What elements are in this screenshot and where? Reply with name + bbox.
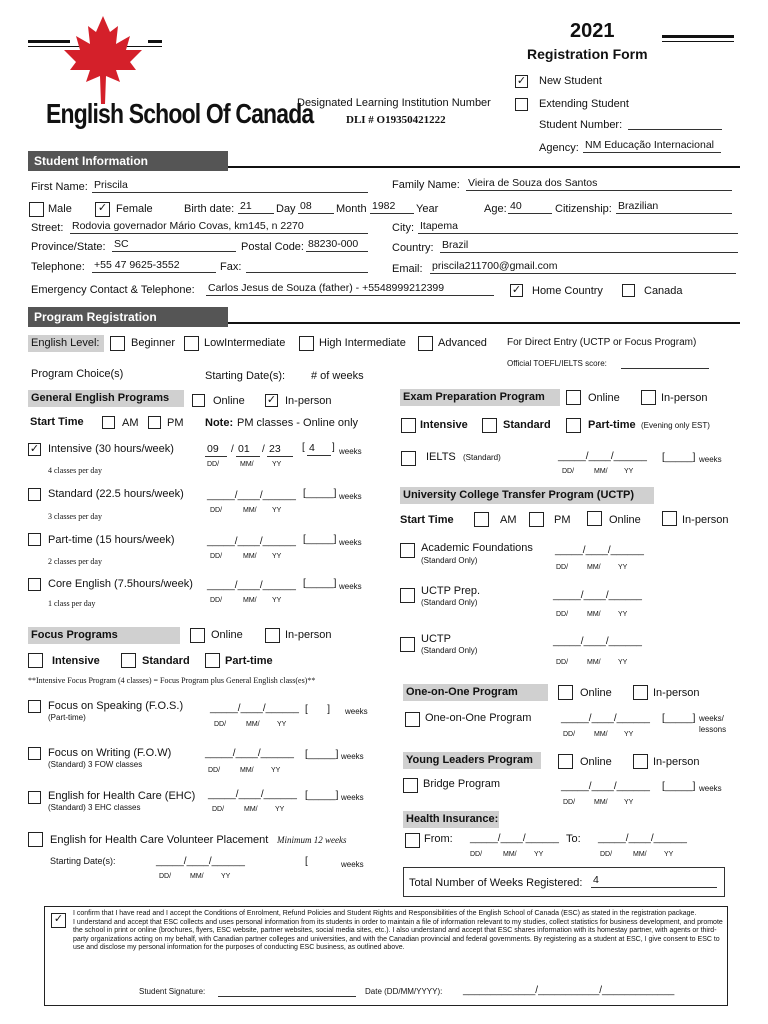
- dd-label: DD/: [470, 851, 483, 858]
- uctp-prep-label: UCTP Prep.: [421, 585, 481, 597]
- parttime-15-checkbox[interactable]: [28, 533, 41, 546]
- bridge-label: Bridge Program: [423, 778, 501, 790]
- age-field[interactable]: 40: [508, 200, 552, 214]
- advanced-checkbox[interactable]: [418, 336, 433, 351]
- dd-label: DD/: [556, 611, 569, 618]
- date-slash: /: [262, 444, 265, 455]
- one-online-checkbox[interactable]: [558, 685, 573, 700]
- ge-in-person-checkbox[interactable]: ✓: [266, 394, 277, 406]
- uctp-prep-checkbox[interactable]: [400, 588, 415, 603]
- ge-am-checkbox[interactable]: [102, 416, 115, 429]
- note-label: Note:: [205, 417, 234, 429]
- one-on-one-heading: One-on-One Program: [403, 684, 548, 701]
- fos-date-field[interactable]: _____/____/______: [210, 703, 299, 714]
- volunteer-weeks-field[interactable]: [: [305, 856, 308, 867]
- mm-label: MM/: [240, 767, 254, 774]
- uctp-prep-date-field[interactable]: _____/____/______: [553, 590, 642, 601]
- english-level-label: English Level:: [28, 335, 104, 352]
- fos-checkbox[interactable]: [28, 700, 41, 713]
- uctp-am-label: AM: [500, 514, 517, 526]
- ehc-date-field[interactable]: _____/____/______: [208, 789, 297, 800]
- bridge-date-field[interactable]: _____/____/______: [561, 781, 650, 792]
- uctp-start-time-label: Start Time: [400, 514, 454, 526]
- one-on-one-weeks-field[interactable]: [_____]: [662, 713, 696, 724]
- postal-field[interactable]: 88230-000: [306, 238, 368, 252]
- yy-label: YY: [272, 597, 282, 604]
- parttime-date-field[interactable]: _____/____/______: [207, 536, 296, 547]
- ehc-weeks-field[interactable]: [_____]: [305, 790, 339, 801]
- age-label: Age:: [484, 203, 507, 215]
- focus-note: **Intensive Focus Program (4 classes) = Focus Program plus General English class(es)**: [28, 676, 316, 685]
- one-on-one-date-field[interactable]: _____/____/______: [561, 713, 650, 724]
- weeks-label: weeks: [341, 793, 364, 802]
- weeks-label: weeks: [339, 492, 362, 501]
- uctp-pm-checkbox[interactable]: [529, 512, 544, 527]
- student-number-field[interactable]: [628, 128, 722, 130]
- yy-label: YY: [272, 553, 282, 560]
- fos-label: Focus on Speaking (F.O.S.): [48, 700, 184, 712]
- email-field[interactable]: priscila211700@gmail.com: [430, 260, 736, 274]
- mm-label: MM/: [190, 873, 204, 880]
- focus-in-person-label: In-person: [285, 629, 332, 641]
- student-info-heading: Student Information: [28, 151, 228, 171]
- yy-label: YY: [618, 659, 628, 666]
- program-registration-heading: Program Registration: [28, 307, 228, 327]
- weeks-label: weeks: [341, 752, 364, 761]
- fow-label: Focus on Writing (F.O.W): [48, 747, 172, 759]
- mm-label: MM/: [243, 597, 257, 604]
- street-label: Street:: [31, 222, 64, 234]
- beginner-checkbox[interactable]: [110, 336, 125, 351]
- new-student-label: New Student: [539, 75, 602, 87]
- uctp-sub: (Standard Only): [421, 646, 478, 655]
- consent-paragraph-1: I confirm that I have read and I accept the Conditions of Enrolment, Refund Policies and Student Rights and Responsibilities of the English School of Canada (ESC) as stated in the registration package.: [73, 910, 697, 917]
- uctp-am-checkbox[interactable]: [474, 512, 489, 527]
- one-in-person-checkbox[interactable]: [633, 685, 648, 700]
- agency-label: Agency:: [539, 142, 579, 154]
- exam-parttime-label: Part-time: [588, 419, 636, 431]
- ge-pm-label: PM: [167, 417, 184, 429]
- focus-in-person-checkbox[interactable]: [265, 628, 280, 643]
- fax-label: Fax:: [220, 261, 242, 273]
- mm-label: MM/: [633, 851, 647, 858]
- agency-field[interactable]: NM Educação Internacional: [583, 139, 721, 153]
- dd-label: DD/: [600, 851, 613, 858]
- ge-pm-checkbox[interactable]: [148, 416, 161, 429]
- fow-weeks-field[interactable]: [_____]: [305, 749, 339, 760]
- exam-intensive-label: Intensive: [420, 419, 468, 431]
- yy-label: YY: [272, 461, 282, 468]
- health-to-date-field[interactable]: _____/____/______: [598, 833, 687, 844]
- consent-checkbox[interactable]: ✓: [51, 913, 66, 928]
- mm-label: MM/: [594, 799, 608, 806]
- ielts-label: IELTS: [426, 451, 456, 463]
- direct-entry-note: For Direct Entry (UCTP or Focus Program): [507, 337, 697, 348]
- volunteer-label: English for Health Care Volunteer Placement: [50, 834, 269, 846]
- intensive-year-field[interactable]: 23: [267, 443, 293, 457]
- mm-label: MM/: [246, 721, 260, 728]
- dd-label: DD/: [556, 564, 569, 571]
- maple-leaf-logo: [58, 14, 148, 106]
- yy-label: YY: [664, 851, 674, 858]
- form-title: Registration Form: [527, 46, 648, 62]
- mm-label: MM/: [244, 806, 258, 813]
- volunteer-date-field[interactable]: _____/____/______: [156, 856, 245, 867]
- bracket-close: ]: [332, 442, 335, 453]
- one-in-person-label: In-person: [653, 687, 700, 699]
- focus-online-checkbox[interactable]: [190, 628, 205, 643]
- date-label: Date (DD/MM/YYYY):: [365, 987, 443, 996]
- dd-label: DD/: [210, 507, 223, 514]
- mm-label: MM/: [587, 659, 601, 666]
- mm-label: MM/: [503, 851, 517, 858]
- first-name-field[interactable]: Priscila: [92, 179, 368, 193]
- dd-label: DD/: [210, 553, 223, 560]
- general-english-heading: General English Programs: [28, 390, 184, 407]
- mm-label: MM/: [587, 564, 601, 571]
- young-leaders-heading: Young Leaders Program: [403, 752, 541, 769]
- fow-date-field[interactable]: _____/____/______: [205, 748, 294, 759]
- telephone-field[interactable]: +55 47 9625-3552: [92, 259, 216, 273]
- student-info-rule: [228, 166, 740, 168]
- ielts-checkbox[interactable]: [401, 451, 416, 466]
- health-from-date-field[interactable]: _____/____/______: [470, 833, 559, 844]
- dd-label: DD/: [563, 731, 576, 738]
- total-weeks-box: [403, 867, 725, 897]
- fos-weeks-field[interactable]: [ ]: [305, 704, 331, 715]
- weeks-label: weeks: [699, 784, 722, 793]
- weeks-lessons-label-2: lessons: [699, 725, 727, 734]
- low-intermediate-label: LowIntermediate: [204, 337, 286, 349]
- intensive-30-checkbox[interactable]: ✓: [29, 443, 40, 455]
- weeks-label: weeks: [339, 582, 362, 591]
- low-intermediate-checkbox[interactable]: [184, 336, 199, 351]
- standard-weeks-field[interactable]: [_____]: [303, 488, 337, 499]
- classes-4-label: 4 classes per day: [48, 466, 102, 475]
- class-1-label: 1 class per day: [48, 599, 96, 608]
- uctp-checkbox[interactable]: [400, 637, 415, 652]
- exam-online-label: Online: [588, 392, 620, 404]
- academic-foundations-label: Academic Foundations: [421, 542, 533, 554]
- ge-in-person-label: In-person: [285, 395, 332, 407]
- province-field[interactable]: SC: [112, 238, 236, 252]
- focus-programs-heading: Focus Programs: [28, 627, 180, 644]
- ehc-sub: (Standard) 3 EHC classes: [48, 803, 141, 812]
- school-name: English School Of Canada: [46, 98, 314, 129]
- emergency-label: Emergency Contact & Telephone:: [31, 284, 195, 296]
- dd-label: DD/: [556, 659, 569, 666]
- focus-intensive-label: Intensive: [52, 655, 100, 667]
- program-choices-label: Program Choice(s): [31, 368, 124, 380]
- mm-label: MM/: [243, 507, 257, 514]
- total-weeks-field[interactable]: 4: [591, 874, 717, 888]
- one-online-label: Online: [580, 687, 612, 699]
- yy-label: YY: [534, 851, 544, 858]
- dd-label: DD/: [214, 721, 227, 728]
- uctp-heading: University College Transfer Program (UCTP): [400, 487, 654, 504]
- date-slash: /: [231, 444, 234, 455]
- dd-label: DD/: [207, 461, 220, 468]
- extending-student-label: Extending Student: [539, 98, 629, 110]
- exam-parttime-checkbox[interactable]: [566, 418, 581, 433]
- official-score-field[interactable]: [621, 367, 709, 369]
- mm-label: MM/: [587, 611, 601, 618]
- intensive-day-field[interactable]: 09: [205, 443, 227, 457]
- high-intermediate-label: High Intermediate: [319, 337, 406, 349]
- country-label: Country:: [392, 242, 434, 254]
- canada-label: Canada: [644, 285, 683, 297]
- yy-label: YY: [271, 767, 281, 774]
- uctp-online-label: Online: [609, 514, 641, 526]
- ehc-checkbox[interactable]: [28, 791, 41, 804]
- yy-label: YY: [624, 468, 634, 475]
- extending-student-checkbox[interactable]: [515, 98, 528, 111]
- from-label: From:: [424, 833, 453, 845]
- yy-label: YY: [618, 564, 628, 571]
- health-insurance-checkbox[interactable]: [405, 833, 420, 848]
- dd-label: DD/: [562, 468, 575, 475]
- consent-text: [73, 910, 723, 953]
- weeks-lessons-label-1: weeks/: [699, 714, 724, 723]
- program-registration-rule: [228, 322, 740, 324]
- advanced-label: Advanced: [438, 337, 487, 349]
- header-rule-right: [662, 35, 734, 38]
- core-english-label: Core English (7.5hours/week): [48, 578, 193, 590]
- yy-label: YY: [221, 873, 231, 880]
- weeks-label: weeks: [339, 447, 362, 456]
- volunteer-min: Minimum 12 weeks: [277, 835, 347, 845]
- mm-label: MM/: [240, 461, 254, 468]
- uctp-pm-label: PM: [554, 514, 571, 526]
- yy-label: YY: [275, 806, 285, 813]
- uctp-label: UCTP: [421, 633, 451, 645]
- dd-label: DD/: [563, 799, 576, 806]
- exam-standard-checkbox[interactable]: [482, 418, 497, 433]
- focus-parttime-checkbox[interactable]: [205, 653, 220, 668]
- core-weeks-field[interactable]: [_____]: [303, 578, 337, 589]
- street-field[interactable]: Rodovia governador Mário Covas, km145, n 2270: [70, 220, 368, 234]
- intensive-month-field[interactable]: 01: [236, 443, 260, 457]
- focus-intensive-checkbox[interactable]: [28, 653, 43, 668]
- dd-label: DD/: [210, 597, 223, 604]
- young-online-label: Online: [580, 756, 612, 768]
- one-on-one-label: One-on-One Program: [425, 712, 532, 724]
- fow-sub: (Standard) 3 FOW classes: [48, 760, 143, 769]
- birth-month-field[interactable]: 08: [298, 200, 334, 214]
- uctp-in-person-label: In-person: [682, 514, 729, 526]
- to-label: To:: [566, 833, 581, 845]
- postal-label: Postal Code:: [241, 241, 304, 253]
- header-rule-mid: [148, 40, 162, 43]
- bridge-weeks-field[interactable]: [_____]: [662, 781, 696, 792]
- academic-foundations-date-field[interactable]: _____/____/______: [555, 545, 644, 556]
- country-field[interactable]: Brazil: [440, 239, 738, 253]
- standard-22-label: Standard (22.5 hours/week): [48, 488, 184, 500]
- starting-dates-label: Starting Date(s):: [205, 370, 286, 382]
- weeks-label: weeks: [341, 860, 364, 869]
- first-name-label: First Name:: [31, 181, 88, 193]
- dli-label: Designated Learning Institution Number: [297, 97, 491, 109]
- parttime-15-label: Part-time (15 hours/week): [48, 534, 175, 546]
- focus-standard-label: Standard: [142, 655, 190, 667]
- bracket-open: [: [302, 442, 305, 453]
- female-label: Female: [116, 203, 153, 215]
- focus-standard-checkbox[interactable]: [121, 653, 136, 668]
- student-number-label: Student Number:: [539, 119, 623, 131]
- exam-prep-heading: Exam Preparation Program: [400, 389, 560, 406]
- uctp-date-field[interactable]: _____/____/______: [553, 636, 642, 647]
- header-rule-right-thin: [662, 41, 734, 42]
- family-name-label: Family Name:: [392, 179, 460, 191]
- weeks-label: weeks: [699, 455, 722, 464]
- health-insurance-heading: Health Insurance:: [403, 811, 499, 828]
- yy-label: YY: [618, 611, 628, 618]
- ge-online-checkbox[interactable]: [192, 394, 205, 407]
- male-label: Male: [48, 203, 72, 215]
- month-label: Month: [336, 203, 367, 215]
- focus-online-label: Online: [211, 629, 243, 641]
- city-label: City:: [392, 222, 414, 234]
- uctp-in-person-checkbox[interactable]: [662, 511, 677, 526]
- young-in-person-checkbox[interactable]: [633, 754, 648, 769]
- home-country-checkbox[interactable]: ✓: [511, 284, 522, 296]
- citizenship-field[interactable]: Brazilian: [616, 200, 732, 214]
- signature-date-field[interactable]: _____________/___________/_____________: [463, 985, 675, 996]
- one-on-one-checkbox[interactable]: [405, 712, 420, 727]
- young-in-person-label: In-person: [653, 756, 700, 768]
- ge-start-time-label: Start Time: [30, 416, 84, 428]
- family-name-field[interactable]: Vieira de Souza dos Santos: [466, 177, 732, 191]
- fow-checkbox[interactable]: [28, 747, 41, 760]
- citizenship-label: Citizenship:: [555, 203, 612, 215]
- academic-foundations-checkbox[interactable]: [400, 543, 415, 558]
- exam-in-person-checkbox[interactable]: [641, 390, 656, 405]
- new-student-checkbox[interactable]: ✓: [516, 75, 527, 87]
- fax-field[interactable]: [246, 271, 368, 273]
- city-field[interactable]: Itapema: [418, 220, 738, 234]
- male-checkbox[interactable]: [29, 202, 44, 217]
- exam-intensive-checkbox[interactable]: [401, 418, 416, 433]
- young-online-checkbox[interactable]: [558, 754, 573, 769]
- mm-label: MM/: [243, 553, 257, 560]
- birth-day-field[interactable]: 21: [238, 200, 274, 214]
- mm-label: MM/: [594, 468, 608, 475]
- consent-box: [44, 906, 728, 1006]
- home-country-label: Home Country: [532, 285, 603, 297]
- yy-label: YY: [272, 507, 282, 514]
- ge-online-label: Online: [213, 395, 245, 407]
- official-score-label: Official TOEFL/IELTS score:: [507, 359, 607, 368]
- ge-am-label: AM: [122, 417, 139, 429]
- yy-label: YY: [624, 731, 634, 738]
- day-label: Day: [276, 203, 296, 215]
- birth-date-label: Birth date:: [184, 203, 235, 215]
- female-checkbox[interactable]: ✓: [95, 202, 110, 217]
- province-label: Province/State:: [31, 241, 106, 253]
- signature-label: Student Signature:: [139, 987, 206, 996]
- birth-year-field[interactable]: 1982: [370, 200, 414, 214]
- dd-label: DD/: [208, 767, 221, 774]
- num-weeks-label: # of weeks: [311, 370, 364, 382]
- year-label: Year: [416, 203, 439, 215]
- ielts-date-field[interactable]: _____/____/______: [558, 451, 647, 462]
- note-text: PM classes - Online only: [237, 417, 359, 429]
- ehc-label: English for Health Care (EHC): [48, 790, 196, 802]
- standard-22-checkbox[interactable]: [28, 488, 41, 501]
- mm-label: MM/: [594, 731, 608, 738]
- canada-checkbox[interactable]: [622, 284, 635, 297]
- form-year: 2021: [570, 20, 615, 42]
- core-date-field[interactable]: _____/____/______: [207, 580, 296, 591]
- academic-foundations-sub: (Standard Only): [421, 556, 478, 565]
- exam-standard-label: Standard: [503, 419, 551, 431]
- exam-evening-note: (Evening only EST): [641, 421, 710, 430]
- intensive-weeks-field[interactable]: 4: [307, 442, 331, 456]
- fos-sub: (Part-time): [48, 713, 86, 722]
- intensive-30-label: Intensive (30 hours/week): [48, 443, 174, 455]
- ielts-sub: (Standard): [463, 453, 501, 462]
- email-label: Email:: [392, 263, 423, 275]
- ielts-weeks-field[interactable]: [_____]: [662, 452, 696, 463]
- core-english-checkbox[interactable]: [28, 578, 41, 591]
- uctp-online-checkbox[interactable]: [587, 511, 602, 526]
- beginner-label: Beginner: [131, 337, 176, 349]
- standard-date-field[interactable]: _____/____/______: [207, 490, 296, 501]
- parttime-weeks-field[interactable]: [_____]: [303, 534, 337, 545]
- uctp-prep-sub: (Standard Only): [421, 598, 478, 607]
- yy-label: YY: [277, 721, 287, 728]
- emergency-field[interactable]: Carlos Jesus de Souza (father) - +5548999212399: [206, 282, 494, 296]
- dd-label: DD/: [159, 873, 172, 880]
- dli-number: DLI # O19350421222: [346, 114, 446, 126]
- volunteer-checkbox[interactable]: [28, 832, 43, 847]
- telephone-label: Telephone:: [31, 261, 85, 273]
- total-weeks-label: Total Number of Weeks Registered:: [409, 877, 583, 889]
- signature-field[interactable]: [218, 995, 356, 997]
- focus-parttime-label: Part-time: [225, 655, 273, 667]
- classes-2-label: 2 classes per day: [48, 557, 102, 566]
- consent-paragraph-2: I understand and accept that ESC collects and uses personal information from its students in order to maintain a file of information relevant to my studies, collect statistics for business development, and promote the school in print or online (brochures, flyers, ESC website, partner websites, social media sites, etc.). I also understand and accept that ESC shares information with its homestay partner, with agents or third-party organizations acting on my behalf, with Canadian partner colleges and universities, and with the Canadian provincial and federal governments. By registering as a student at ESC, I give consent to ESC to use and disclose my personal information for the purposes of conducting ESC business, as outlined above.: [73, 918, 723, 952]
- weeks-label: weeks: [345, 707, 368, 716]
- dd-label: DD/: [212, 806, 225, 813]
- volunteer-starting-dates: Starting Date(s):: [50, 856, 116, 866]
- weeks-label: weeks: [339, 538, 362, 547]
- exam-in-person-label: In-person: [661, 392, 708, 404]
- exam-online-checkbox[interactable]: [566, 390, 581, 405]
- bridge-checkbox[interactable]: [403, 778, 418, 793]
- yy-label: YY: [624, 799, 634, 806]
- high-intermediate-checkbox[interactable]: [299, 336, 314, 351]
- classes-3-label: 3 classes per day: [48, 512, 102, 521]
